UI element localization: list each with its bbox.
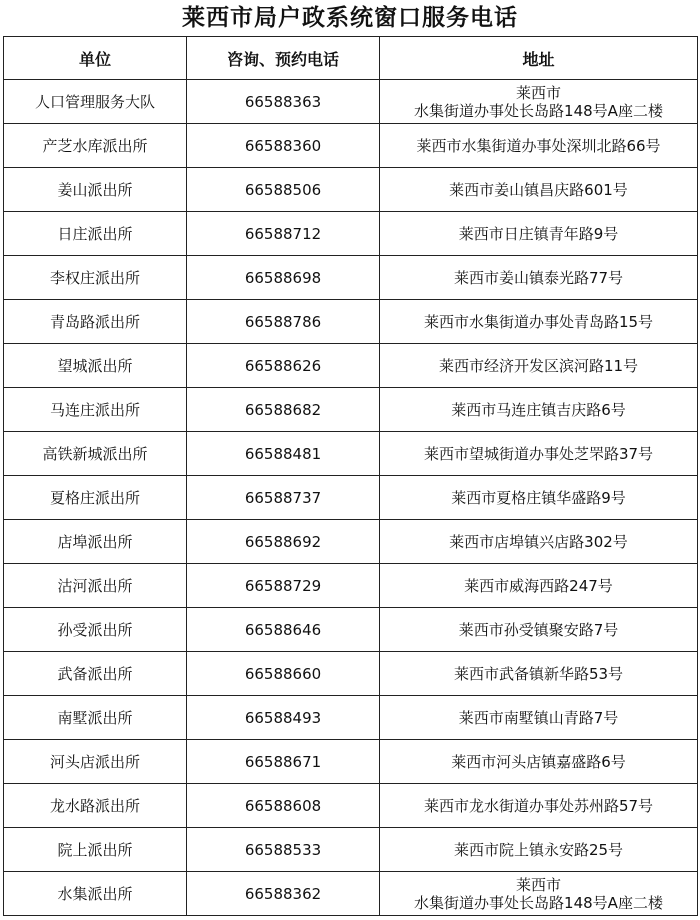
unit-cell: 孙受派出所	[4, 608, 187, 652]
address-line: 莱西市威海西路247号	[464, 576, 613, 595]
table-row	[4, 212, 698, 256]
table-row	[4, 300, 698, 344]
phone-cell: 66588608	[187, 784, 380, 828]
table-row	[4, 432, 698, 476]
address-line: 莱西市马连庄镇吉庆路6号	[451, 400, 626, 419]
header-address: 地址	[380, 37, 698, 80]
address-cell	[380, 168, 698, 212]
address-cell	[380, 520, 698, 564]
unit-cell: 青岛路派出所	[4, 300, 187, 344]
unit-cell: 姜山派出所	[4, 168, 187, 212]
unit-cell: 马连庄派出所	[4, 388, 187, 432]
phone-cell: 66588626	[187, 344, 380, 388]
table-row	[4, 388, 698, 432]
table-row	[4, 520, 698, 564]
phone-cell: 66588698	[187, 256, 380, 300]
phone-cell: 66588682	[187, 388, 380, 432]
page-title: 莱西市局户政系统窗口服务电话	[182, 4, 518, 31]
address-cell	[380, 564, 698, 608]
table-header-row	[4, 37, 698, 80]
phone-cell: 66588506	[187, 168, 380, 212]
address-line: 莱西市经济开发区滨河路11号	[438, 356, 639, 375]
address-line: 莱西市姜山镇昌庆路601号	[449, 180, 628, 199]
phone-cell: 66588363	[187, 80, 380, 124]
address-cell	[380, 828, 698, 872]
unit-cell: 李权庄派出所	[4, 256, 187, 300]
table-row	[4, 696, 698, 740]
address-cell	[380, 652, 698, 696]
phone-cell: 66588481	[187, 432, 380, 476]
address-line: 水集街道办事处长岛路148号A座二楼	[414, 893, 663, 912]
address-line: 莱西市龙水街道办事处苏州路57号	[423, 796, 654, 815]
table-row	[4, 740, 698, 784]
unit-cell: 河头店派出所	[4, 740, 187, 784]
phone-cell: 66588646	[187, 608, 380, 652]
unit-cell: 沽河派出所	[4, 564, 187, 608]
address-line: 莱西市日庄镇青年路9号	[458, 224, 619, 243]
address-cell	[380, 300, 698, 344]
address-cell	[380, 696, 698, 740]
address-cell	[380, 256, 698, 300]
address-line: 莱西市孙受镇聚安路7号	[458, 620, 619, 639]
table-row	[4, 828, 698, 872]
address-line: 莱西市	[515, 875, 561, 894]
address-cell	[380, 432, 698, 476]
table-body	[4, 80, 698, 916]
table-row	[4, 344, 698, 388]
phone-cell: 66588362	[187, 872, 380, 916]
phone-cell: 66588493	[187, 696, 380, 740]
address-line: 莱西市姜山镇泰光路77号	[453, 268, 624, 287]
header-unit: 单位	[4, 37, 187, 80]
address-cell	[380, 212, 698, 256]
address-line: 莱西市南墅镇山青路7号	[458, 708, 619, 727]
address-line: 莱西市院上镇永安路25号	[453, 840, 624, 859]
phone-cell: 66588692	[187, 520, 380, 564]
address-line: 莱西市河头店镇嘉盛路6号	[451, 752, 626, 771]
unit-cell: 院上派出所	[4, 828, 187, 872]
table-row	[4, 168, 698, 212]
address-line: 莱西市夏格庄镇华盛路9号	[451, 488, 626, 507]
table-row	[4, 564, 698, 608]
table-row	[4, 476, 698, 520]
table-row	[4, 784, 698, 828]
service-phone-table	[3, 36, 698, 916]
address-line: 莱西市望城街道办事处芝罘路37号	[423, 444, 654, 463]
unit-cell: 望城派出所	[4, 344, 187, 388]
table-row	[4, 608, 698, 652]
address-cell	[380, 80, 698, 124]
address-cell	[380, 476, 698, 520]
address-line: 莱西市店埠镇兴店路302号	[449, 532, 628, 551]
unit-cell: 夏格庄派出所	[4, 476, 187, 520]
table-row	[4, 872, 698, 916]
phone-cell: 66588737	[187, 476, 380, 520]
address-cell	[380, 608, 698, 652]
phone-cell: 66588712	[187, 212, 380, 256]
table-row	[4, 256, 698, 300]
table-row	[4, 652, 698, 696]
address-cell	[380, 344, 698, 388]
unit-cell: 人口管理服务大队	[4, 80, 187, 124]
unit-cell: 高铁新城派出所	[4, 432, 187, 476]
unit-cell: 南墅派出所	[4, 696, 187, 740]
phone-cell: 66588729	[187, 564, 380, 608]
phone-cell: 66588533	[187, 828, 380, 872]
address-cell	[380, 784, 698, 828]
table-row	[4, 80, 698, 124]
header-phone: 咨询、预约电话	[187, 37, 380, 80]
unit-cell: 水集派出所	[4, 872, 187, 916]
address-line: 莱西市	[515, 83, 561, 102]
address-line: 水集街道办事处长岛路148号A座二楼	[414, 101, 663, 120]
unit-cell: 产芝水库派出所	[4, 124, 187, 168]
address-cell	[380, 124, 698, 168]
unit-cell: 武备派出所	[4, 652, 187, 696]
phone-cell: 66588786	[187, 300, 380, 344]
address-line: 莱西市水集街道办事处深圳北路66号	[416, 136, 661, 155]
address-cell	[380, 388, 698, 432]
address-cell	[380, 872, 698, 916]
address-line: 莱西市武备镇新华路53号	[453, 664, 624, 683]
phone-cell: 66588671	[187, 740, 380, 784]
address-cell	[380, 740, 698, 784]
phone-cell: 66588660	[187, 652, 380, 696]
unit-cell: 店埠派出所	[4, 520, 187, 564]
phone-cell: 66588360	[187, 124, 380, 168]
table-row	[4, 124, 698, 168]
unit-cell: 龙水路派出所	[4, 784, 187, 828]
address-line: 莱西市水集街道办事处青岛路15号	[423, 312, 654, 331]
unit-cell: 日庄派出所	[4, 212, 187, 256]
